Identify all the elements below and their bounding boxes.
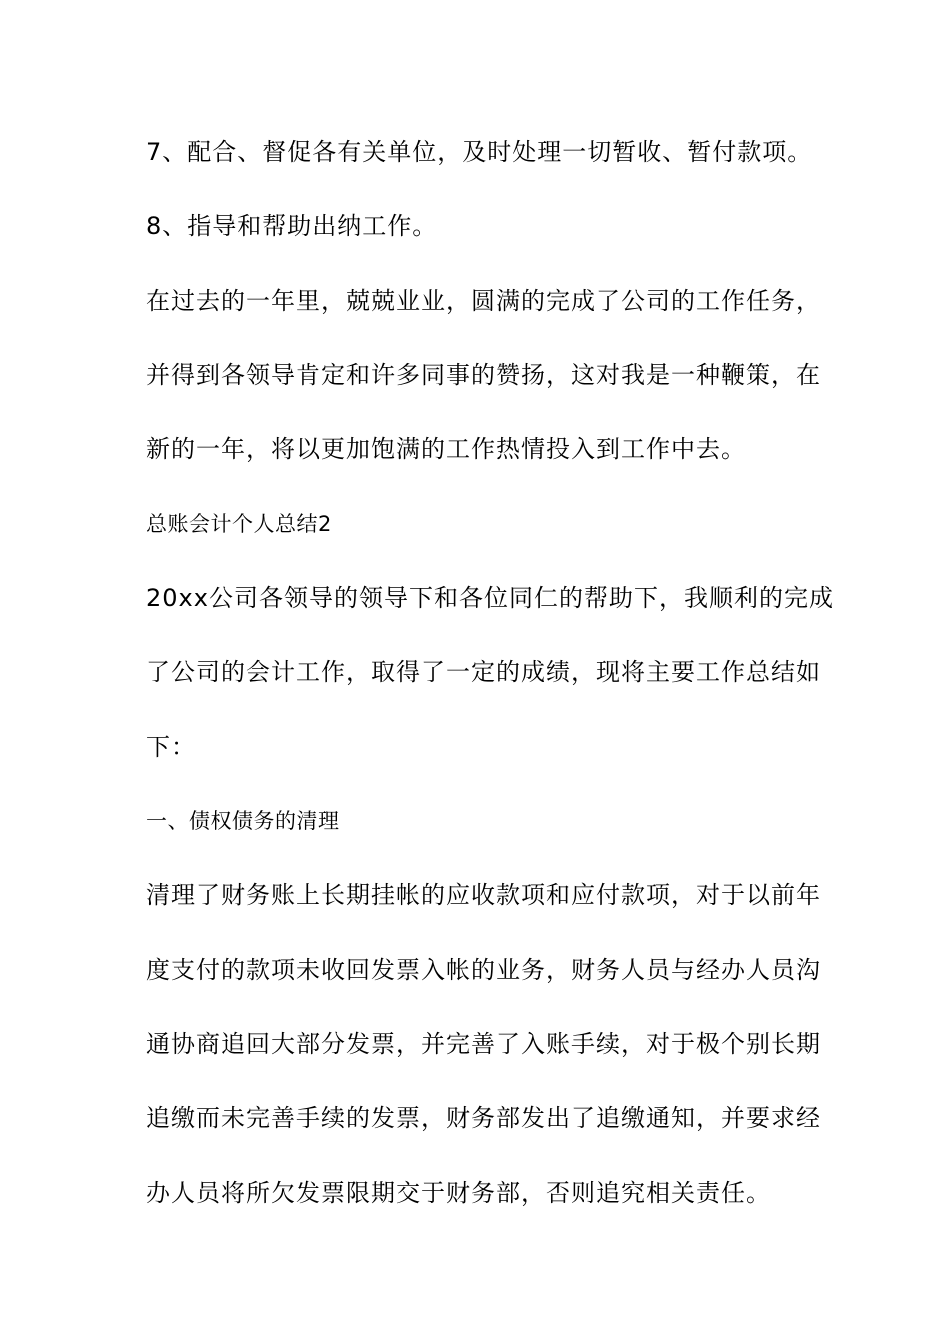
- text-line-paragraph: 了公司的会计工作，取得了一定的成绩，现将主要工作总结如: [146, 658, 821, 686]
- text-line-item-7: 7、配合、督促各有关单位，及时处理一切暂收、暂付款项。: [146, 138, 813, 166]
- text-line-paragraph: 办人员将所欠发票限期交于财务部，否则追究相关责任。: [146, 1179, 771, 1207]
- subsection-title: 一、债权债务的清理: [146, 809, 340, 833]
- text-line-paragraph: 清理了财务账上长期挂帐的应收款项和应付款项，对于以前年: [146, 881, 821, 909]
- text-line-paragraph: 新的一年，将以更加饱满的工作热情投入到工作中去。: [146, 435, 746, 463]
- text-line-paragraph: 度支付的款项未收回发票入帐的业务，财务人员与经办人员沟: [146, 956, 821, 984]
- text-line-paragraph: 在过去的一年里，兢兢业业，圆满的完成了公司的工作任务，: [146, 287, 821, 315]
- text-line-paragraph: 下：: [146, 733, 196, 761]
- text-line-paragraph: 并得到各领导肯定和许多同事的赞扬，这对我是一种鞭策，在: [146, 361, 821, 389]
- text-line-paragraph: 追缴而未完善手续的发票，财务部发出了追缴通知，并要求经: [146, 1104, 821, 1132]
- section-title: 总账会计个人总结2: [146, 512, 332, 536]
- text-line-paragraph: 通协商追回大部分发票，并完善了入账手续，对于极个别长期: [146, 1030, 821, 1058]
- text-line-paragraph: 20xx公司各领导的领导下和各位同仁的帮助下，我顺利的完成: [146, 584, 834, 612]
- text-line-item-8: 8、指导和帮助出纳工作。: [146, 212, 438, 240]
